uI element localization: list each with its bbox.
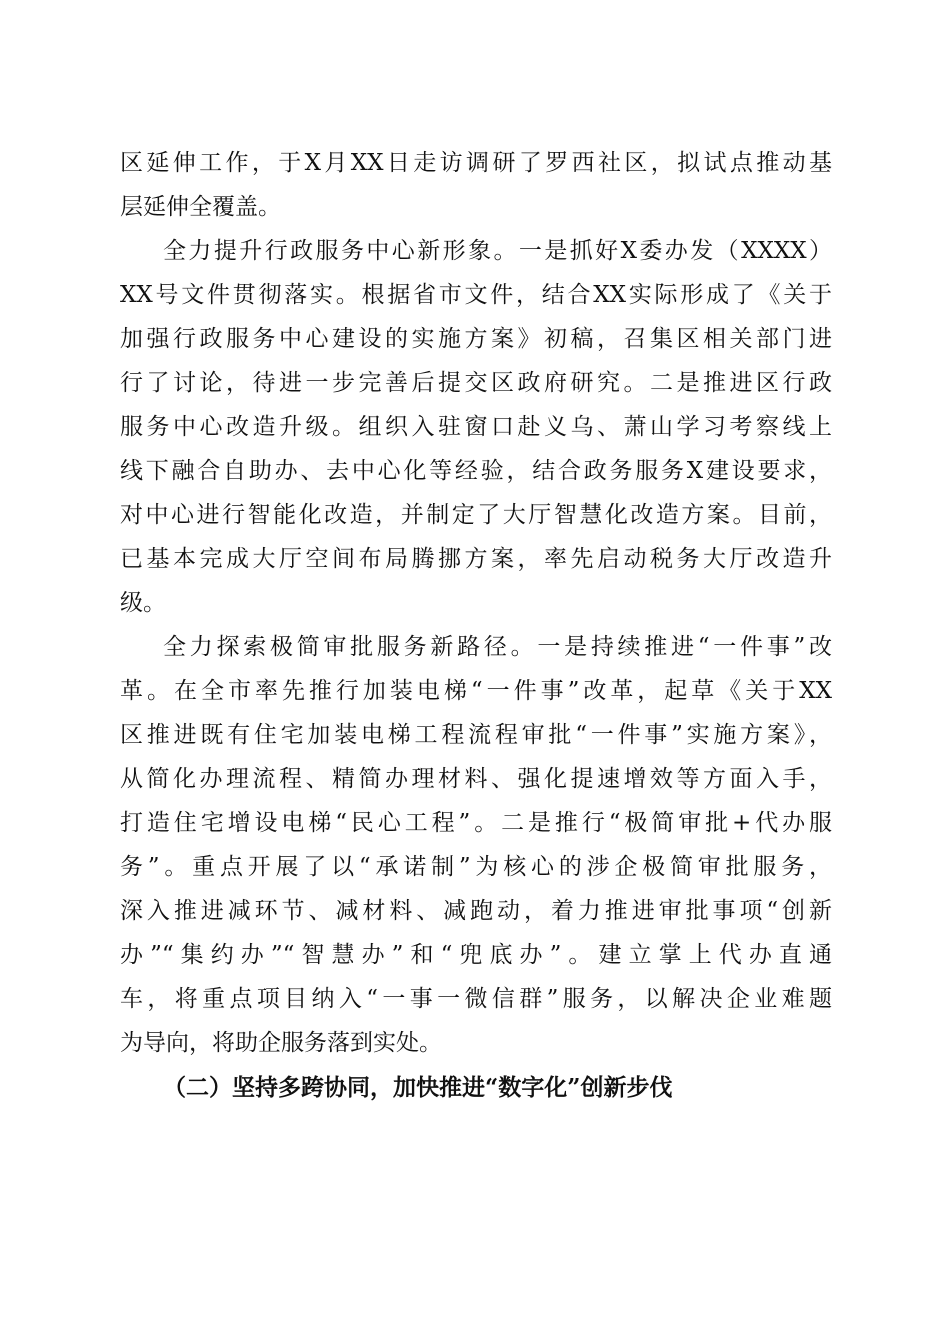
text-line: 区延伸工作，于X月XX日走访调研了罗西社区，拟试点推动基 xyxy=(120,150,832,176)
text-line: 区推进既有住宅加装电梯工程流程审批“一件事”实施方案》， xyxy=(120,722,832,748)
paragraph-start-line: 全力提升行政服务中心新形象。一是抓好X委办发（XXXX） xyxy=(163,238,832,264)
text-line: 为导向，将助企服务落到实处。 xyxy=(120,1030,442,1056)
text-line: 级。 xyxy=(120,590,166,616)
text-line: 办”“集约办”“智慧办”和“兜底办”。建立掌上代办直通 xyxy=(120,942,832,968)
paragraph-start-line: 全力探索极简审批服务新路径。一是持续推进“一件事”改 xyxy=(163,634,832,660)
text-line: 打造住宅增设电梯“民心工程”。二是推行“极简审批+代办服 xyxy=(120,810,832,836)
text-line: 已基本完成大厅空间布局腾挪方案，率先启动税务大厅改造升 xyxy=(120,546,832,572)
text-line: 行了讨论，待进一步完善后提交区政府研究。二是推进区行政 xyxy=(120,370,832,396)
text-line: 线下融合自助办、去中心化等经验，结合政务服务X建设要求， xyxy=(120,458,832,484)
text-line: 革。在全市率先推行加装电梯“一件事”改革，起草《关于XX xyxy=(120,678,832,704)
text-line: 务”。重点开展了以“承诺制”为核心的涉企极简审批服务， xyxy=(120,854,832,880)
text-line: XX号文件贯彻落实。根据省市文件，结合XX实际形成了《关于 xyxy=(120,282,832,308)
text-line: 层延伸全覆盖。 xyxy=(120,194,281,220)
text-line: 加强行政服务中心建设的实施方案》初稿，召集区相关部门进 xyxy=(120,326,832,352)
text-line: 服务中心改造升级。组织入驻窗口赴义乌、萧山学习考察线上 xyxy=(120,414,832,440)
text-line: 深入推进减环节、减材料、减跑动，着力推进审批事项“创新 xyxy=(120,898,832,924)
text-line: 从简化办理流程、精简办理材料、强化提速增效等方面入手， xyxy=(120,766,832,792)
section-heading: （二）坚持多跨协同，加快推进“数字化”创新步伐 xyxy=(163,1074,673,1101)
text-line: 车，将重点项目纳入“一事一微信群”服务，以解决企业难题 xyxy=(120,986,832,1012)
text-line: 对中心进行智能化改造，并制定了大厅智慧化改造方案。目前， xyxy=(120,502,832,528)
